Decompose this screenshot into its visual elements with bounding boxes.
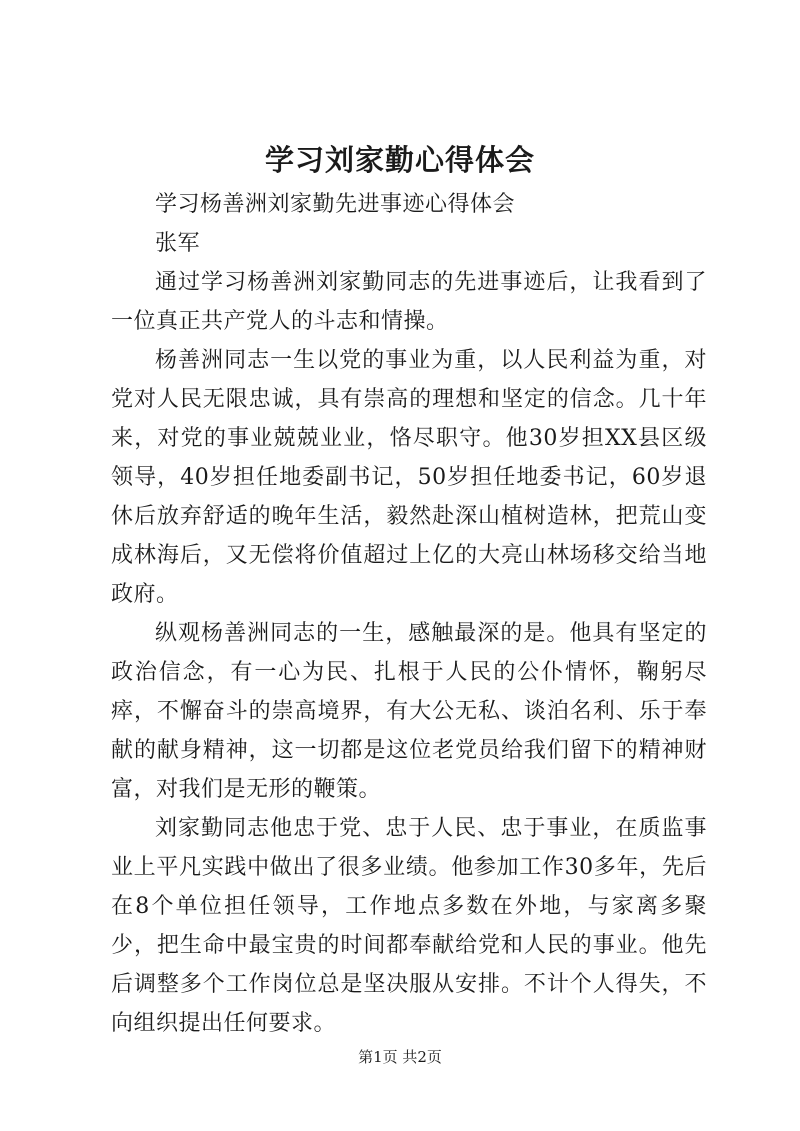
paragraph: 杨善洲同志一生以党的事业为重，以人民利益为重，对党对人民无限忠诚，具有崇高的理想和坚定的信念。几十年来，对党的事业兢兢业业，恪尽职守。他30岁担XX县区级领导，40岁担任地委副书记，50岁担任地委书记，60岁退休后放弃舒适的晚年生活，毅然赴深山植树造林，把荒山变成林海后，又无偿将价值超过上亿的大亮山林场移交给当地政府。 (111, 348, 707, 607)
paragraph: 纵观杨善洲同志的一生，感触最深的是。他具有坚定的政治信念，有一心为民、扎根于人民的公仆情怀，鞠躬尽瘁，不懈奋斗的崇高境界，有大公无私、谈泊名利、乐于奉献的献身精神，这一切都是这位老党员给我们留下的精神财富，对我们是无形的鞭策。 (111, 621, 707, 802)
document-author: 张军 (155, 231, 201, 256)
paragraph: 通过学习杨善洲刘家勤同志的先进事迹后，让我看到了一位真正共产党人的斗志和情操。 (111, 270, 707, 334)
document-body (111, 185, 707, 1043)
page-footer: 第1页 共2页 (358, 1048, 442, 1066)
document-title: 学习刘家勤心得体会 (264, 143, 535, 177)
paragraph: 刘家勤同志他忠于党、忠于人民、忠于事业，在质监事业上平凡实践中做出了很多业绩。他参加工作30多年，先后在8个单位担任领导，工作地点多数在外地，与家离多聚少，把生命中最宝贵的时间都奉献给党和人民的事业。他先后调整多个工作岗位总是坚决服从安排。不计个人得失，不向组织提出任何要求。 (111, 816, 707, 1036)
document-subtitle: 学习杨善洲刘家勤先进事迹心得体会 (155, 192, 516, 217)
